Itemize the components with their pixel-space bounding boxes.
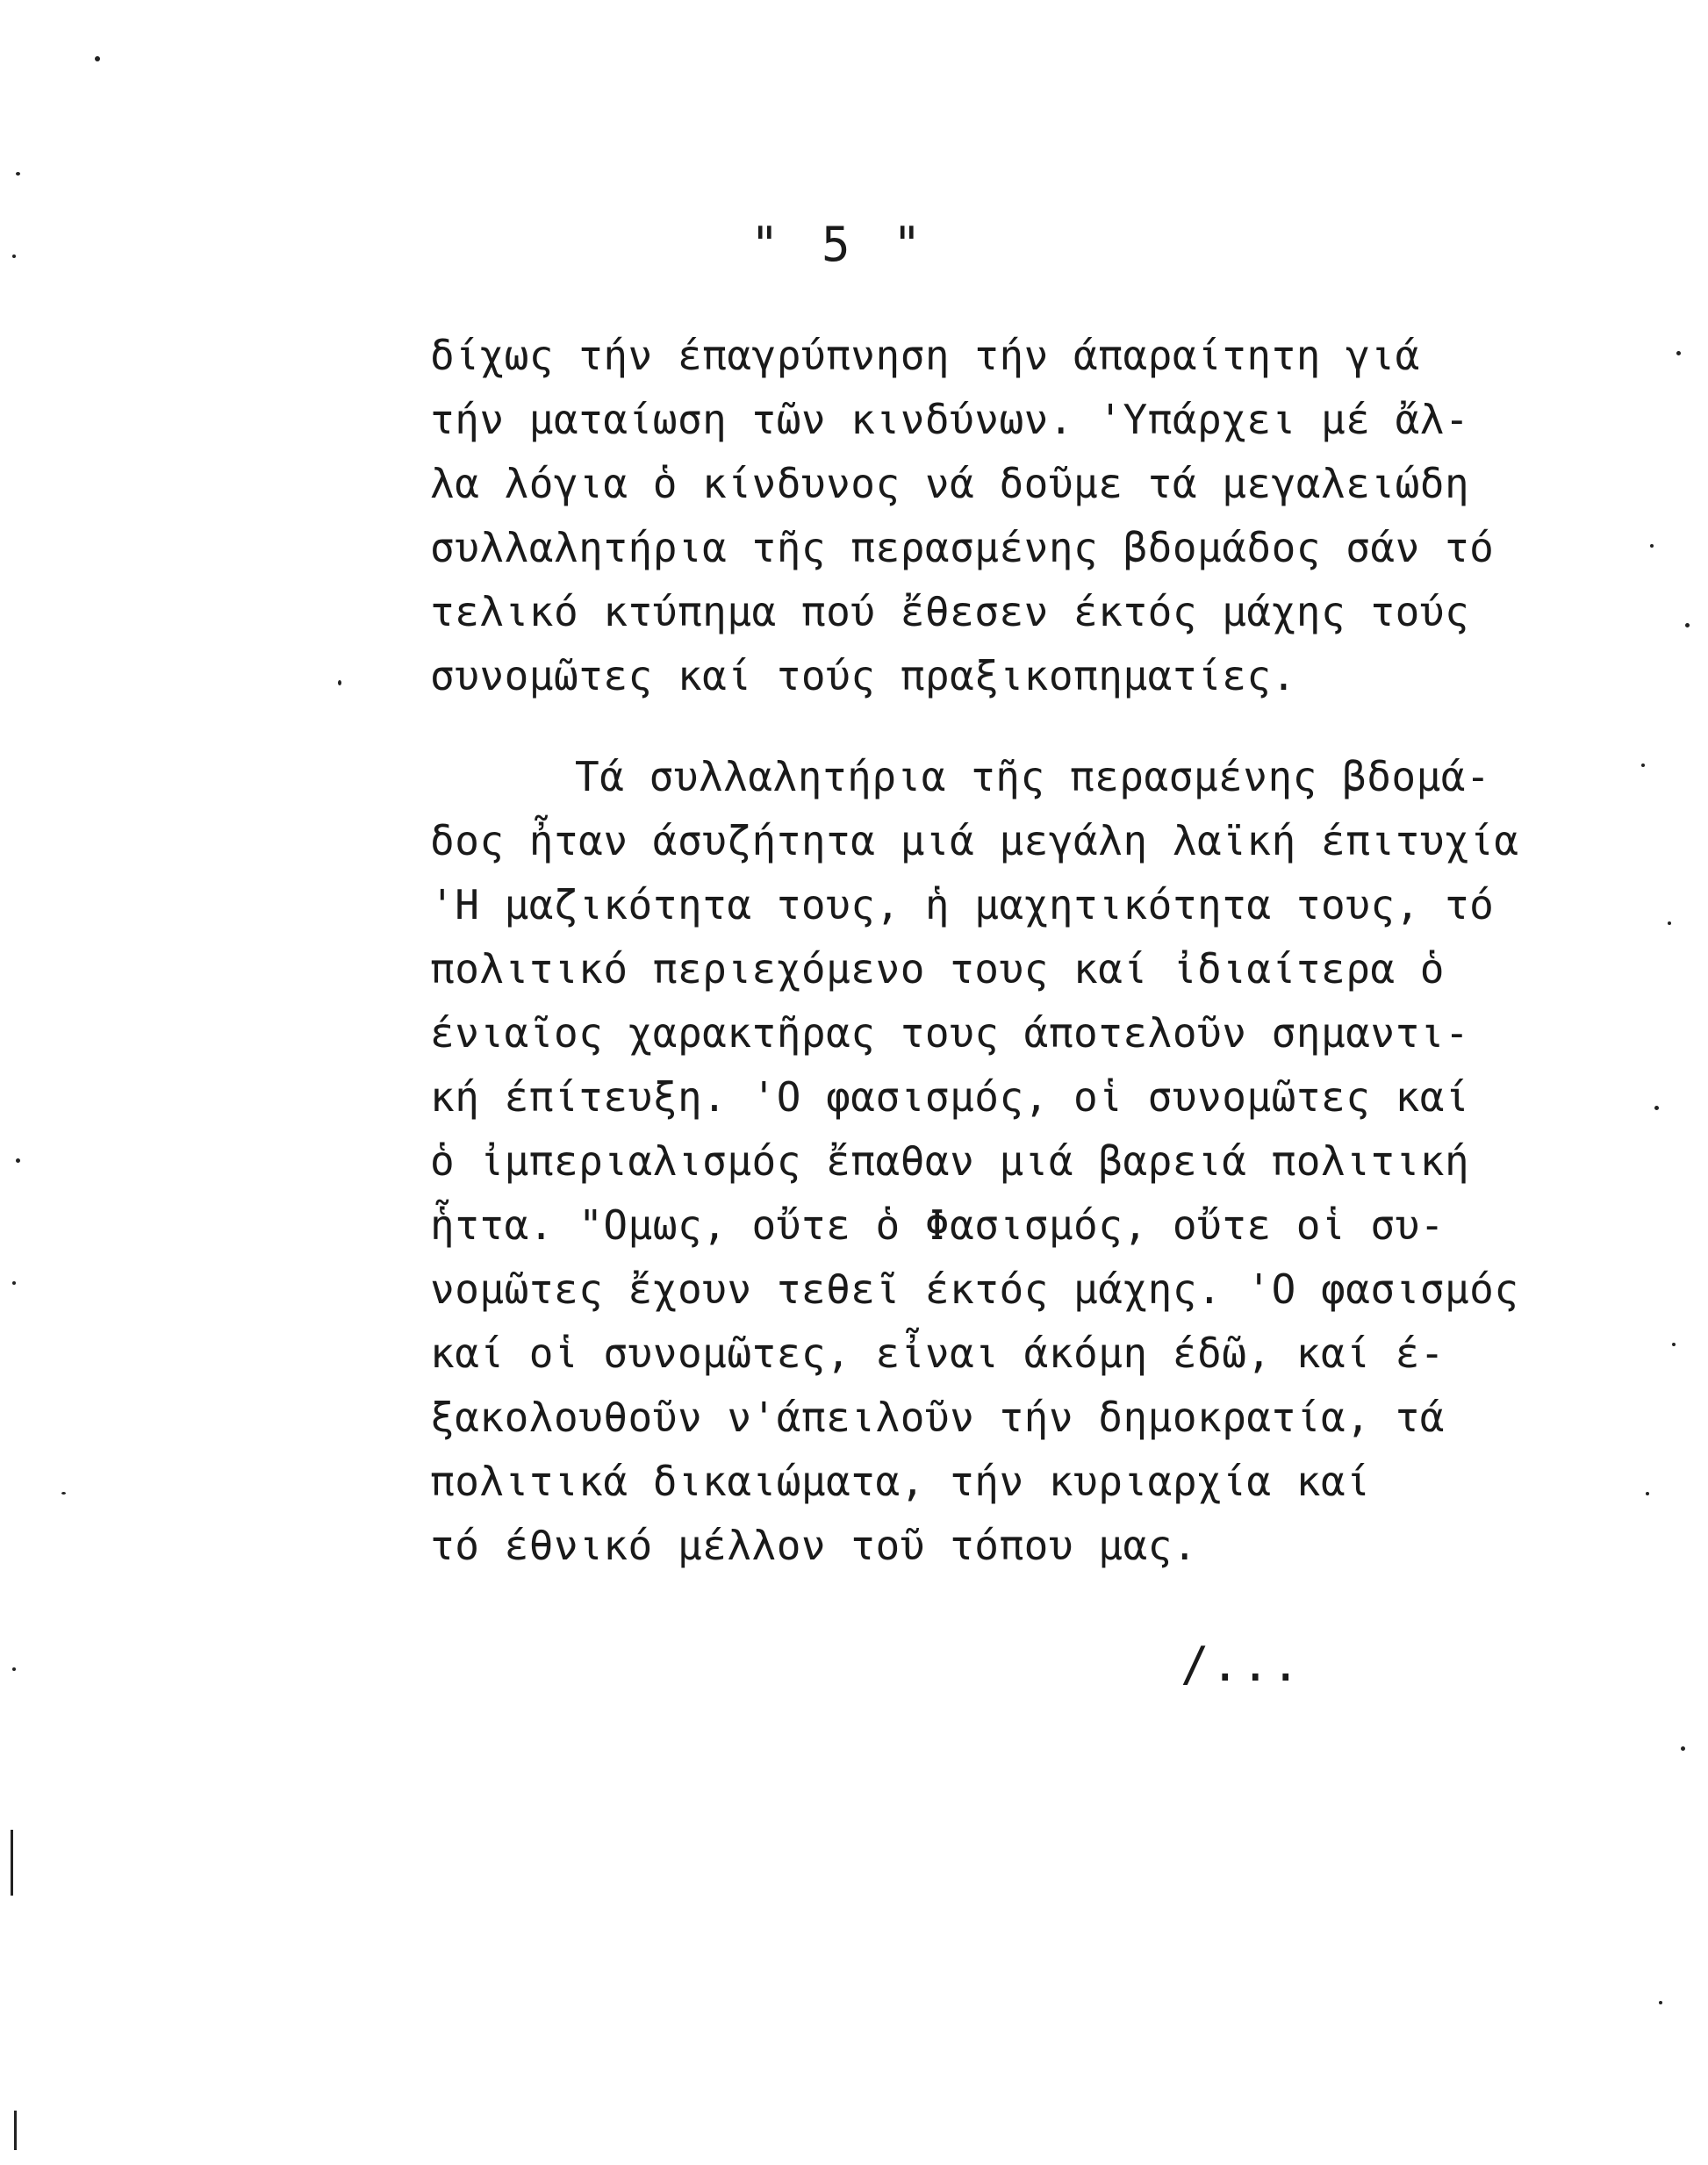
scan-speck	[16, 1158, 20, 1163]
scan-speck	[1659, 2001, 1662, 2004]
paragraph-2-line: 'Η μαζικότητα τους, ἡ μαχητικότητα τους, τό	[430, 881, 1495, 928]
page-number: " 5 "	[750, 217, 929, 272]
paragraph-2-line: καί οἱ συνομῶτες, εἶναι άκόμη έδῶ, καί έ-	[430, 1330, 1445, 1377]
scan-speck	[1641, 763, 1645, 767]
paragraph-2-line: ένιαῖος χαρακτῆρας τους άποτελοῦν σημαντι-	[430, 1009, 1470, 1057]
paragraph-2-line: πολιτικό περιεχόμενο τους καί ἰδιαίτερα ὁ	[430, 945, 1445, 993]
scan-speck	[1650, 544, 1654, 548]
paragraph-2-line: κή έπίτευξη. 'Ο φασισμός, οἱ συνομῶτες καί	[430, 1073, 1470, 1121]
scan-edge-mark	[11, 1830, 13, 1896]
scan-speck	[1654, 1106, 1659, 1110]
continuation-mark: /...	[1181, 1637, 1303, 1692]
scan-speck	[12, 1281, 16, 1285]
scan-speck	[61, 1492, 66, 1495]
scan-speck	[16, 172, 20, 176]
scan-speck	[12, 1667, 16, 1671]
paragraph-1-line: συνομῶτες καί τούς πραξικοπηματίες.	[430, 652, 1296, 699]
paragraph-2-line: ἧττα. "Ομως, οὔτε ὁ Φασισμός, οὔτε οἱ συ-	[430, 1201, 1445, 1249]
scan-speck	[1668, 921, 1671, 925]
scan-speck	[1681, 1746, 1685, 1751]
paragraph-2-line: δος ἦταν άσυζήτητα μιά μεγάλη λαϊκή έπιτυχία	[430, 817, 1519, 864]
scan-speck	[1672, 1343, 1676, 1346]
paragraph-1-line: τελικό κτύπημα πού ἔθεσεν έκτός μάχης τούς	[430, 588, 1470, 635]
scan-speck	[12, 254, 16, 258]
paragraph-2-line: Τά συλλαλητήρια τῆς περασμένης βδομά-	[575, 753, 1491, 800]
scan-speck	[95, 56, 100, 61]
scan-edge-mark	[14, 2111, 17, 2150]
paragraph-2-line: νομῶτες ἔχουν τεθεῖ έκτός μάχης. 'Ο φασισμός	[430, 1265, 1519, 1313]
scan-speck	[1685, 623, 1690, 627]
paragraph-2-line: ξακολουθοῦν ν'άπειλοῦν τήν δημοκρατία, τά	[430, 1394, 1445, 1441]
paragraph-1-line: λα λόγια ὁ κίνδυνος νά δοῦμε τά μεγαλειώδη	[430, 460, 1470, 507]
paragraph-1-line: συλλαλητήρια τῆς περασμένης βδομάδος σάν τό	[430, 524, 1495, 571]
paragraph-1-line: τήν ματαίωση τῶν κινδύνων. 'Υπάρχει μέ ἄλ-	[430, 396, 1470, 443]
paragraph-2-line: τό έθνικό μέλλον τοῦ τόπου μας.	[430, 1522, 1198, 1569]
paragraph-2-line: πολιτικά δικαιώματα, τήν κυριαρχία καί	[430, 1458, 1371, 1505]
scan-speck	[1676, 351, 1681, 355]
scan-speck	[1646, 1492, 1649, 1495]
paragraph-2-line: ὁ ἰμπεριαλισμός ἔπαθαν μιά βαρειά πολιτική	[430, 1137, 1470, 1185]
scan-speck	[338, 680, 341, 685]
paragraph-1-line: δίχως τήν έπαγρύπνηση τήν άπαραίτητη γιά	[430, 332, 1420, 379]
